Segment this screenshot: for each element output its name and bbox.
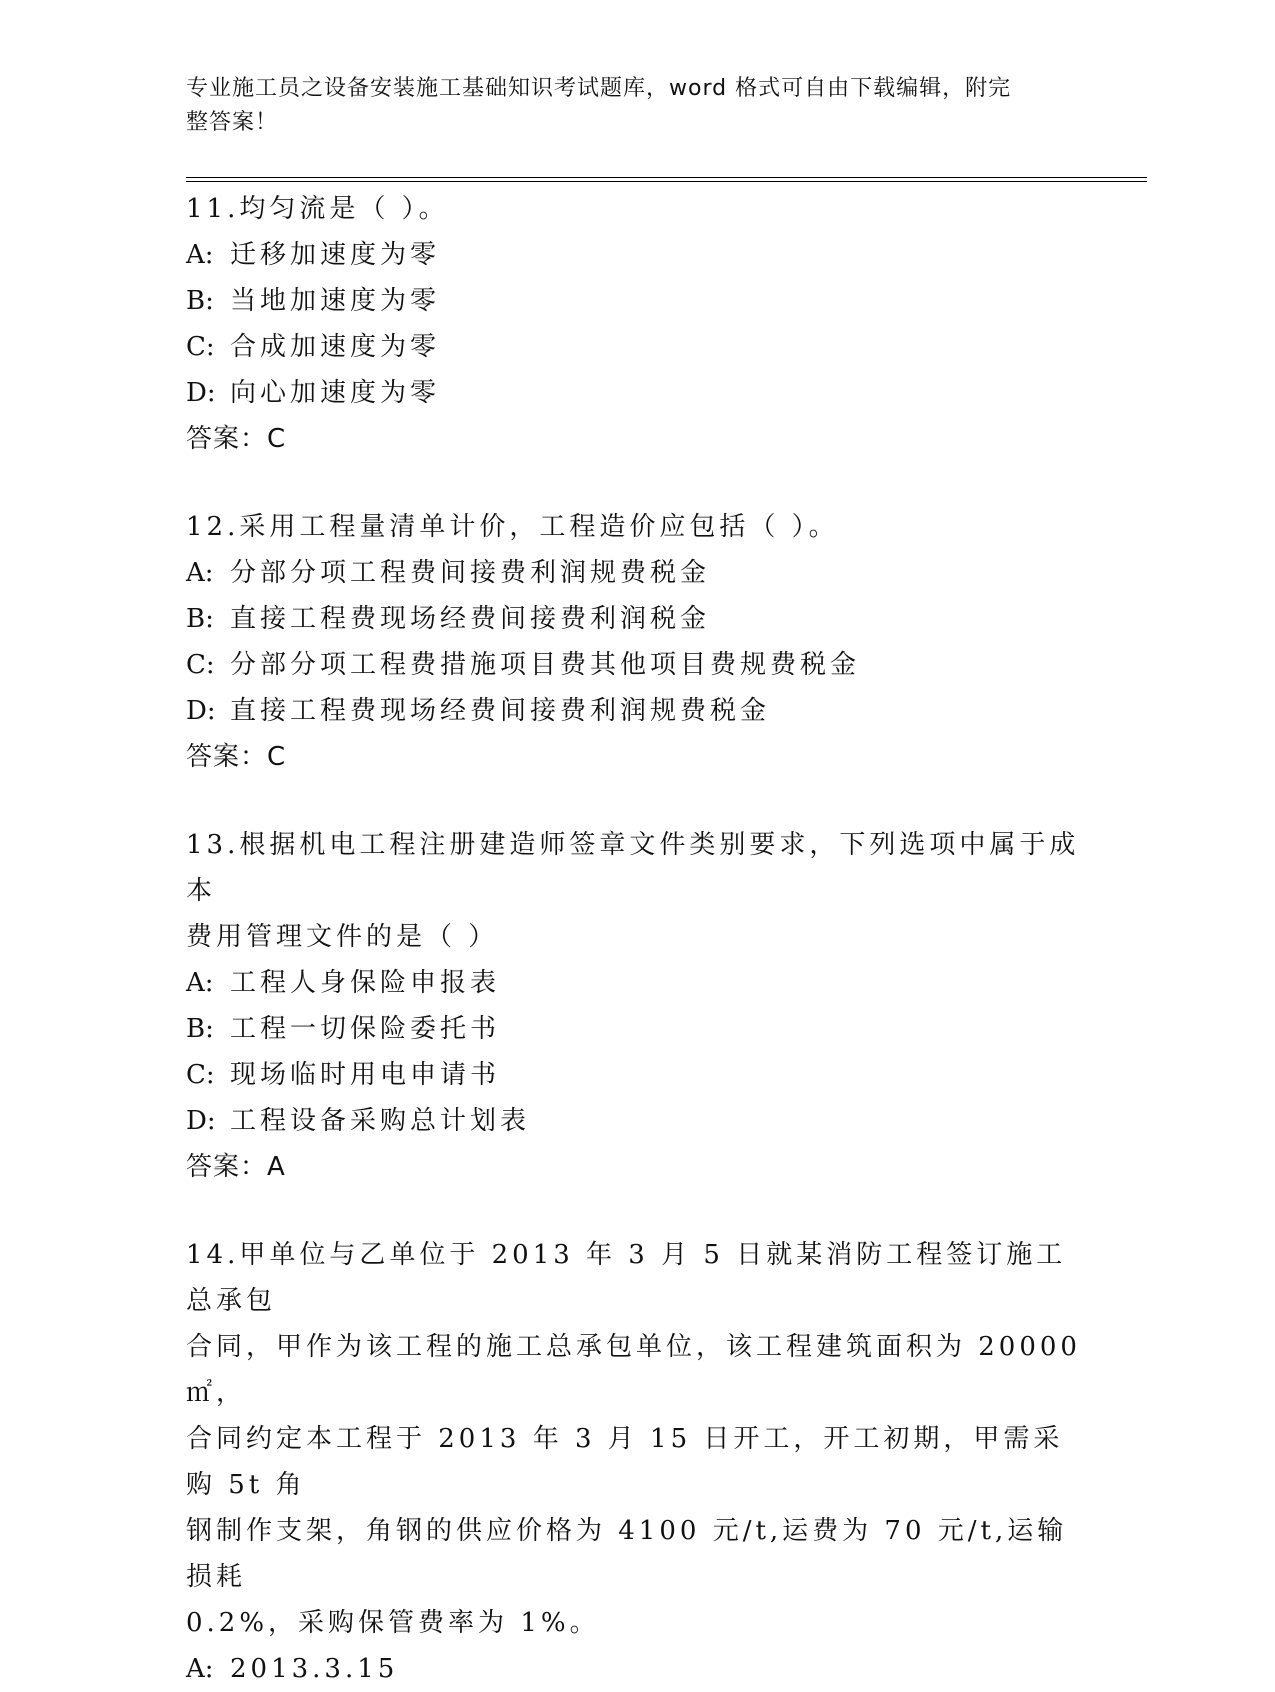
- question-stem-line-4: 钢制作支架，角钢的供应价格为 4100 元/t,运费为 70 元/t,运输损耗: [186, 1516, 1068, 1592]
- option-text: 工程一切保险委托书: [230, 1014, 501, 1044]
- option-text: 直接工程费现场经费间接费利润规费税金: [230, 696, 771, 726]
- option-d: [186, 370, 1086, 416]
- option-key: D:: [186, 696, 216, 726]
- option-key: C:: [186, 650, 215, 680]
- option-c: [186, 1052, 1086, 1098]
- option-b: [186, 278, 1086, 324]
- option-text: 当地加速度为零: [230, 286, 441, 316]
- option-b: [186, 1006, 1086, 1052]
- option-text: 工程人身保险申报表: [230, 968, 501, 998]
- answer: 答案：A: [186, 1152, 286, 1182]
- option-c: [186, 642, 1086, 688]
- header-title-line-2: 整答案！: [186, 110, 279, 135]
- option-key: B:: [186, 286, 214, 316]
- option-key: C:: [186, 1060, 215, 1090]
- option-d: [186, 1098, 1086, 1144]
- option-a: [186, 232, 1086, 278]
- question-stem-line-1: 14.甲单位与乙单位于 2013 年 3 月 5 日就某消防工程签订施工总承包: [186, 1240, 1067, 1316]
- question-stem: 12.采用工程量清单计价，工程造价应包括（ ）。: [186, 512, 839, 542]
- question-14: [186, 1232, 1086, 1692]
- option-text: 直接工程费现场经费间接费利润税金: [230, 604, 711, 634]
- header-title-line-1: 专业施工员之设备安装施工基础知识考试题库，word 格式可自由下载编辑，附完: [186, 76, 1012, 101]
- option-b: [186, 596, 1086, 642]
- question-stem-line-2: 合同，甲作为该工程的施工总承包单位，该工程建筑面积为 20000㎡，: [186, 1332, 1081, 1408]
- option-key: B:: [186, 1014, 214, 1044]
- question-stem-line-3: 合同约定本工程于 2013 年 3 月 15 日开工，开工初期，甲需采购 5t 角: [186, 1424, 1064, 1500]
- question-11: [186, 186, 1086, 462]
- option-a: [186, 550, 1086, 596]
- question-list: [186, 186, 1086, 1692]
- option-text: 分部分项工程费间接费利润规费税金: [230, 558, 711, 588]
- option-text: 2013.3.15: [230, 1654, 399, 1684]
- answer: 答案：C: [186, 424, 287, 454]
- option-key: A:: [186, 1654, 214, 1684]
- document-header: [186, 72, 1066, 140]
- option-key: D:: [186, 378, 216, 408]
- option-key: A:: [186, 240, 214, 270]
- option-text: 向心加速度为零: [230, 378, 441, 408]
- option-key: D:: [186, 1106, 216, 1136]
- option-a: [186, 1646, 1086, 1692]
- option-text: 现场临时用电申请书: [230, 1060, 501, 1090]
- header-divider-bottom: [186, 181, 1147, 182]
- option-c: [186, 324, 1086, 370]
- option-text: 工程设备采购总计划表: [230, 1106, 531, 1136]
- question-13: [186, 822, 1086, 1190]
- option-d: [186, 688, 1086, 734]
- answer: 答案：C: [186, 742, 287, 772]
- option-key: C:: [186, 332, 215, 362]
- question-stem-line-5: 0.2%，采购保管费率为 1%。: [186, 1608, 600, 1638]
- option-a: [186, 960, 1086, 1006]
- question-12: [186, 504, 1086, 780]
- option-key: A:: [186, 968, 214, 998]
- option-key: A:: [186, 558, 214, 588]
- header-divider-top: [186, 177, 1147, 178]
- question-stem-line-1: 13.根据机电工程注册建造师签章文件类别要求，下列选项中属于成本: [186, 830, 1080, 906]
- question-stem-line-2: 费用管理文件的是（ ）: [186, 922, 499, 952]
- question-stem: 11.均匀流是（ ）。: [186, 194, 449, 224]
- option-text: 分部分项工程费措施项目费其他项目费规费税金: [230, 650, 861, 680]
- option-text: 迁移加速度为零: [230, 240, 441, 270]
- option-text: 合成加速度为零: [230, 332, 441, 362]
- option-key: B:: [186, 604, 214, 634]
